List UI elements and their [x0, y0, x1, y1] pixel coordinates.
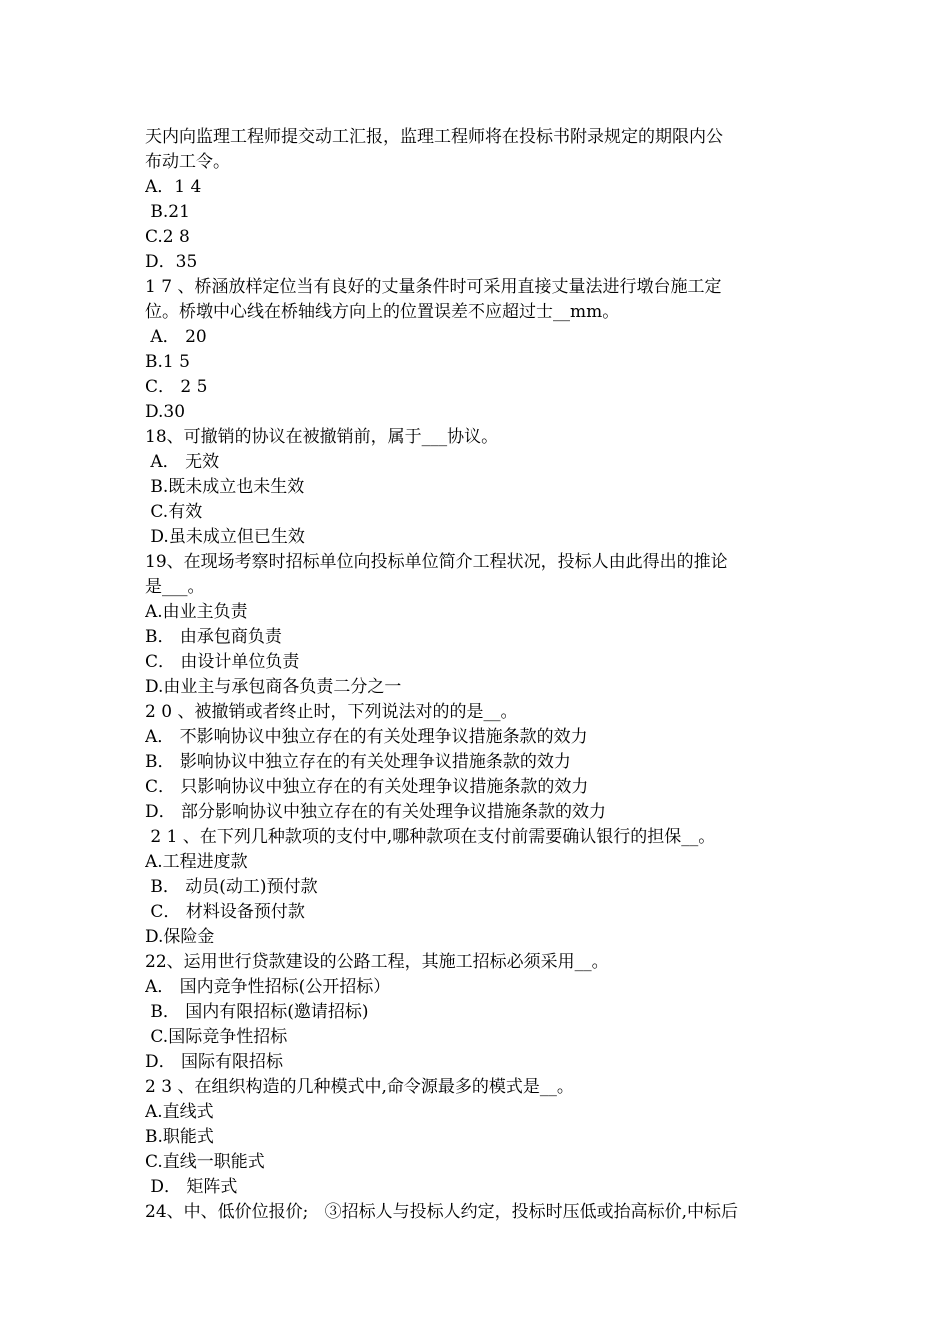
- option-line: D． 部分影响协议中独立存在的有关处理争议措施条款的效力: [145, 802, 607, 822]
- option-line: D.30: [145, 402, 186, 422]
- option-line: C． 由设计单位负责: [145, 652, 300, 672]
- option-line: A．1 4: [145, 177, 202, 197]
- question-line: 位。桥墩中心线在桥轴线方向上的位置误差不应超过士__mm。: [145, 302, 620, 322]
- option-line: B.21: [145, 202, 190, 222]
- option-line: B． 国内有限招标(邀请招标): [145, 1002, 369, 1022]
- question-line: 18、可撤销的协议在被撤销前，属于___协议。: [145, 427, 499, 447]
- text-line: 布动工令。: [145, 152, 230, 172]
- option-line: A． 无效: [145, 452, 220, 472]
- option-line: C.直线一职能式: [145, 1152, 265, 1172]
- question-line: 是___。: [145, 577, 205, 597]
- option-line: B.1 5: [145, 352, 190, 372]
- question-line: 24、中、低价位报价; ③招标人与投标人约定，投标时压低或抬高标价,中标后: [145, 1202, 738, 1222]
- option-line: A.由业主负责: [145, 602, 248, 622]
- option-line: C． 只影响协议中独立存在的有关处理争议措施条款的效力: [145, 777, 589, 797]
- option-line: C.有效: [145, 502, 203, 522]
- option-line: C.国际竞争性招标: [145, 1027, 288, 1047]
- option-line: D． 矩阵式: [145, 1177, 238, 1197]
- question-line: 22、运用世行贷款建设的公路工程，其施工招标必须采用__。: [145, 952, 609, 972]
- option-line: A.工程进度款: [145, 852, 248, 872]
- option-line: B． 动员(动工)预付款: [145, 877, 318, 897]
- option-line: B． 由承包商负责: [145, 627, 282, 647]
- text-line: 天内向监理工程师提交动工汇报，监理工程师将在投标书附录规定的期限内公: [145, 127, 723, 147]
- option-line: B． 影响协议中独立存在的有关处理争议措施条款的效力: [145, 752, 571, 772]
- question-line: 2 3 、在组织构造的几种模式中,命令源最多的模式是__。: [145, 1077, 574, 1097]
- option-line: A． 不影响协议中独立存在的有关处理争议措施条款的效力: [145, 727, 588, 747]
- option-line: D． 国际有限招标: [145, 1052, 284, 1072]
- option-line: B.既未成立也未生效: [145, 477, 305, 497]
- question-line: 2 1 、在下列几种款项的支付中,哪种款项在支付前需要确认银行的担保__。: [145, 827, 716, 847]
- option-line: C． 材料设备预付款: [145, 902, 305, 922]
- question-line: 2 0 、被撤销或者终止时，下列说法对的的是__。: [145, 702, 518, 722]
- option-line: C.2 8: [145, 227, 190, 247]
- question-line: 19、在现场考察时招标单位向投标单位简介工程状况，投标人由此得出的推论: [145, 552, 728, 572]
- option-line: D.由业主与承包商各负责二分之一: [145, 677, 402, 697]
- option-line: A． 20: [145, 327, 207, 347]
- option-line: D．35: [145, 252, 198, 272]
- option-line: B.职能式: [145, 1127, 214, 1147]
- question-line: 1 7 、桥涵放样定位当有良好的丈量条件时可采用直接丈量法进行墩台施工定: [145, 277, 722, 297]
- document-body: [145, 125, 810, 1225]
- option-line: D.保险金: [145, 927, 215, 947]
- option-line: A． 国内竞争性招标(公开招标）: [145, 977, 391, 997]
- option-line: C． 2 5: [145, 377, 208, 397]
- option-line: D.虽未成立但已生效: [145, 527, 305, 547]
- option-line: A.直线式: [145, 1102, 214, 1122]
